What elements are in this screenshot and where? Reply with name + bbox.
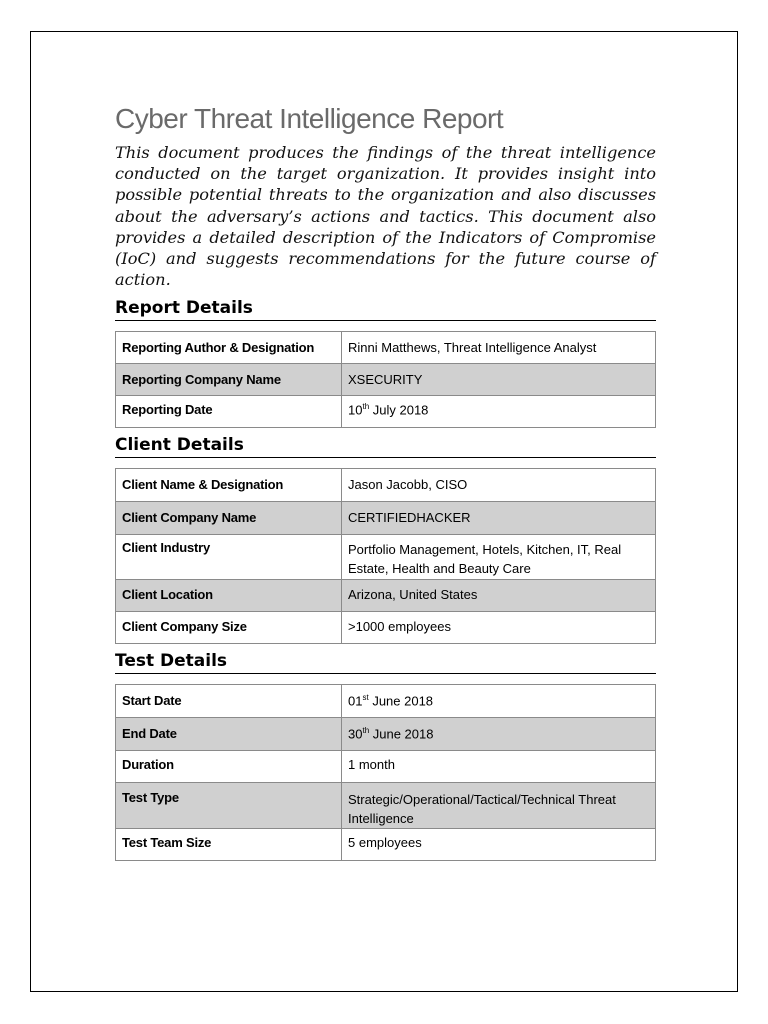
date-number: 01 — [348, 693, 363, 709]
row-label: Client Industry — [116, 535, 342, 580]
date-number: 30 — [348, 726, 363, 742]
row-value — [342, 685, 656, 718]
row-value: XSECURITY — [342, 364, 656, 396]
row-value: Arizona, United States — [342, 580, 656, 612]
client-details-table — [115, 468, 656, 644]
table-row — [116, 718, 656, 751]
row-value: CERTIFIEDHACKER — [342, 502, 656, 535]
table-row — [116, 783, 656, 829]
row-value: >1000 employees — [342, 612, 656, 644]
row-label: Reporting Date — [116, 396, 342, 428]
document-page — [30, 31, 738, 992]
intro-paragraph: This document produces the findings of the threat intelligence conducted on the target organization. It provides insight into possible potential threats to the organization and also discusses about the adversary’s actions and tactics. This document also provides a detailed description of the Indicators of Compromise (IoC) and suggests recommendations for the future course of action. — [115, 143, 656, 290]
table-row — [116, 364, 656, 396]
date-rest: July 2018 — [369, 402, 429, 418]
date-suffix: th — [362, 402, 370, 412]
report-title: Cyber Threat Intelligence Report — [115, 103, 504, 134]
row-value: 5 employees — [342, 829, 656, 861]
date-rest: June 2018 — [368, 693, 434, 709]
table-row — [116, 535, 656, 580]
row-label: Reporting Author & Designation — [116, 332, 342, 364]
row-label: Start Date — [116, 685, 342, 718]
row-label: Client Location — [116, 580, 342, 612]
table-row — [116, 332, 656, 364]
date-suffix: st — [362, 693, 369, 703]
row-value: Rinni Matthews, Threat Intelligence Analyst — [342, 332, 656, 364]
test-details-heading: Test Details — [115, 650, 656, 674]
client-details-heading: Client Details — [115, 434, 656, 458]
test-details-table — [115, 684, 656, 861]
table-row — [116, 396, 656, 428]
row-label: Client Company Name — [116, 502, 342, 535]
report-details-table — [115, 331, 656, 428]
date-rest: June 2018 — [369, 726, 434, 742]
document-content — [115, 102, 656, 861]
row-label: Client Company Size — [116, 612, 342, 644]
date-number: 10 — [348, 402, 363, 418]
row-label: Client Name & Designation — [116, 469, 342, 502]
row-value — [342, 396, 656, 428]
row-label: Reporting Company Name — [116, 364, 342, 396]
row-value: Strategic/Operational/Tactical/Technical Threat Intelligence — [342, 783, 656, 829]
table-row — [116, 580, 656, 612]
date-suffix: th — [362, 726, 370, 736]
table-row — [116, 612, 656, 644]
row-value: Jason Jacobb, CISO — [342, 469, 656, 502]
row-label: End Date — [116, 718, 342, 751]
row-value: Portfolio Management, Hotels, Kitchen, IT, Real Estate, Health and Beauty Care — [342, 535, 656, 580]
table-row — [116, 751, 656, 783]
report-details-heading: Report Details — [115, 297, 656, 321]
row-value: 1 month — [342, 751, 656, 783]
row-label: Test Team Size — [116, 829, 342, 861]
row-value — [342, 718, 656, 751]
row-label: Duration — [116, 751, 342, 783]
table-row — [116, 469, 656, 502]
row-label: Test Type — [116, 783, 342, 829]
table-row — [116, 502, 656, 535]
table-row — [116, 829, 656, 861]
table-row — [116, 685, 656, 718]
